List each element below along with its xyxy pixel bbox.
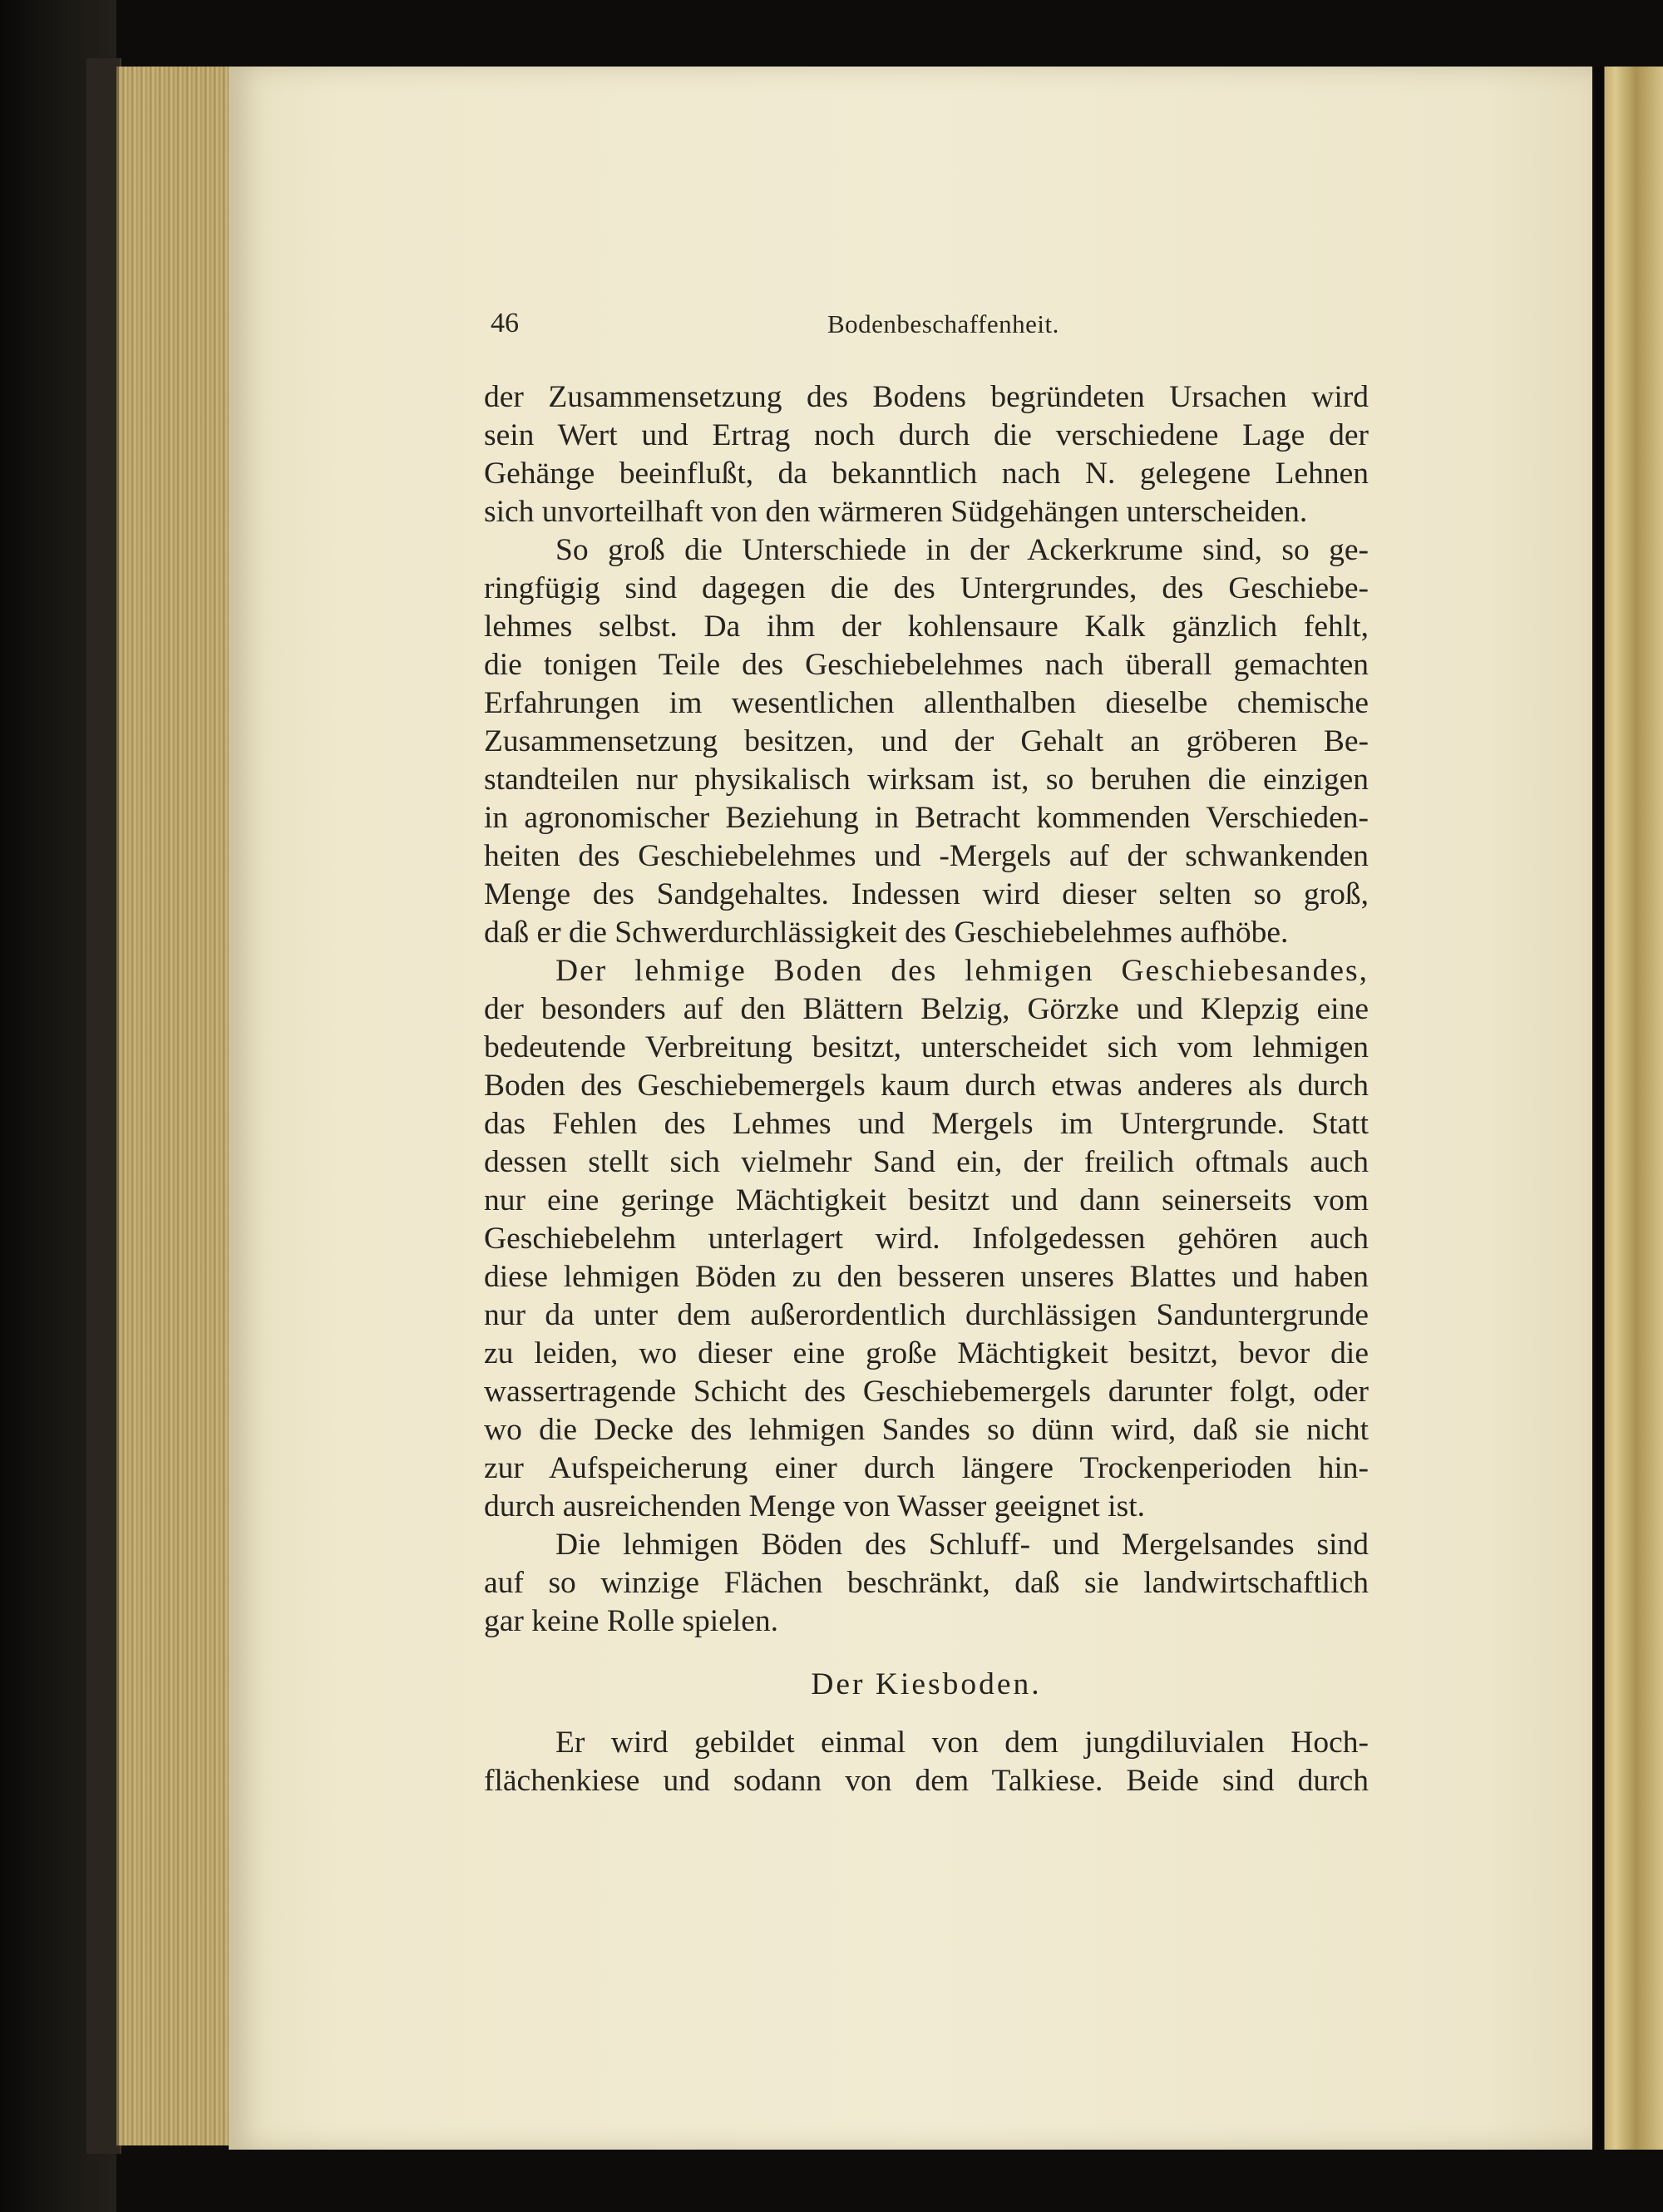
page-edges-stack (116, 67, 235, 2145)
text-line: Der lehmige Boden des lehmigen Geschiebesandes, (555, 954, 1369, 988)
text-line: Gehänge beeinflußt, da bekanntlich nach N. gelegene Lehnen (484, 457, 1369, 491)
text-line: die tonigen Teile des Geschiebelehmes nach überall gemachten (484, 648, 1369, 682)
text-line: nur da unter dem außerordentlich durchlässigen Sanduntergrunde (484, 1298, 1369, 1332)
text-line: das Fehlen des Lehmes und Mergels im Untergrunde. Statt (484, 1107, 1369, 1141)
text-line: zu leiden, wo dieser eine große Mächtigkeit besitzt, bevor die (484, 1336, 1369, 1370)
text-line: So groß die Unterschiede in der Ackerkrume sind, so ge- (555, 533, 1369, 567)
text-line: Boden des Geschiebemergels kaum durch etwas anderes als durch (484, 1069, 1369, 1103)
text-line: wassertragende Schicht des Geschiebemergels darunter folgt, oder (484, 1375, 1369, 1409)
text-line: zur Aufspeicherung einer durch längere Trockenperioden hin- (484, 1451, 1369, 1485)
text-line: dessen stellt sich vielmehr Sand ein, der freilich oftmals auch (484, 1145, 1369, 1179)
text-line: Er wird gebildet einmal von dem jungdiluvialen Hoch- (555, 1726, 1369, 1760)
text-line: durch ausreichenden Menge von Wasser geeignet ist. (484, 1489, 1145, 1523)
text-line: flächenkiese und sodann von dem Talkiese. Beide sind durch (484, 1764, 1369, 1798)
text-line: Geschiebelehm unterlagert wird. Infolgedessen gehören auch (484, 1222, 1369, 1256)
text-line: ringfügig sind dagegen die des Untergrundes, des Geschiebe- (484, 571, 1369, 605)
text-line: gar keine Rolle spielen. (484, 1604, 779, 1638)
text-line: bedeutende Verbreitung besitzt, unterscheidet sich vom lehmigen (484, 1030, 1369, 1064)
text-line: Menge des Sandgehaltes. Indessen wird dieser selten so groß, (484, 877, 1369, 911)
text-line: auf so winzige Flächen beschränkt, daß sie landwirtschaftlich (484, 1566, 1369, 1600)
text-line: der Zusammensetzung des Bodens begründeten Ursachen wird (484, 380, 1369, 414)
section-heading: Der Kiesboden. (811, 1667, 1042, 1701)
text-line: sich unvorteilhaft von den wärmeren Südgehängen unterscheiden. (484, 495, 1308, 529)
text-line: lehmes selbst. Da ihm der kohlensaure Kalk gänzlich fehlt, (484, 610, 1369, 644)
page-number: 46 (491, 308, 519, 338)
running-head-title: Bodenbeschaffenheit. (827, 309, 1059, 338)
text-line: Zusammensetzung besitzen, und der Gehalt an gröberen Be- (484, 724, 1369, 758)
text-line: sein Wert und Ertrag noch durch die verschiedene Lage der (484, 418, 1369, 452)
text-line: daß er die Schwerdurchlässigkeit des Geschiebelehmes aufhöbe. (484, 916, 1289, 950)
text-line: Die lehmigen Böden des Schluff- und Mergelsandes sind (555, 1528, 1369, 1562)
running-head (491, 308, 1073, 349)
text-line: standteilen nur physikalisch wirksam ist, so beruhen die einzigen (484, 763, 1369, 797)
body-text (484, 378, 1369, 1800)
text-line: nur eine geringe Mächtigkeit besitzt und dann seinerseits vom (484, 1183, 1369, 1217)
text-line: Erfahrungen im wesentlichen allenthalben dieselbe chemische (484, 686, 1369, 720)
text-line: der besonders auf den Blättern Belzig, Görzke und Klepzig eine (484, 992, 1369, 1026)
text-line: heiten des Geschiebelehmes und -Mergels auf der schwankenden (484, 839, 1369, 873)
facing-page-edge (1595, 67, 1663, 2150)
text-line: diese lehmigen Böden zu den besseren unseres Blattes und haben (484, 1260, 1369, 1294)
text-line: in agronomischer Beziehung in Betracht kommenden Verschieden- (484, 801, 1369, 835)
text-line: wo die Decke des lehmigen Sandes so dünn wird, daß sie nicht (484, 1413, 1369, 1447)
